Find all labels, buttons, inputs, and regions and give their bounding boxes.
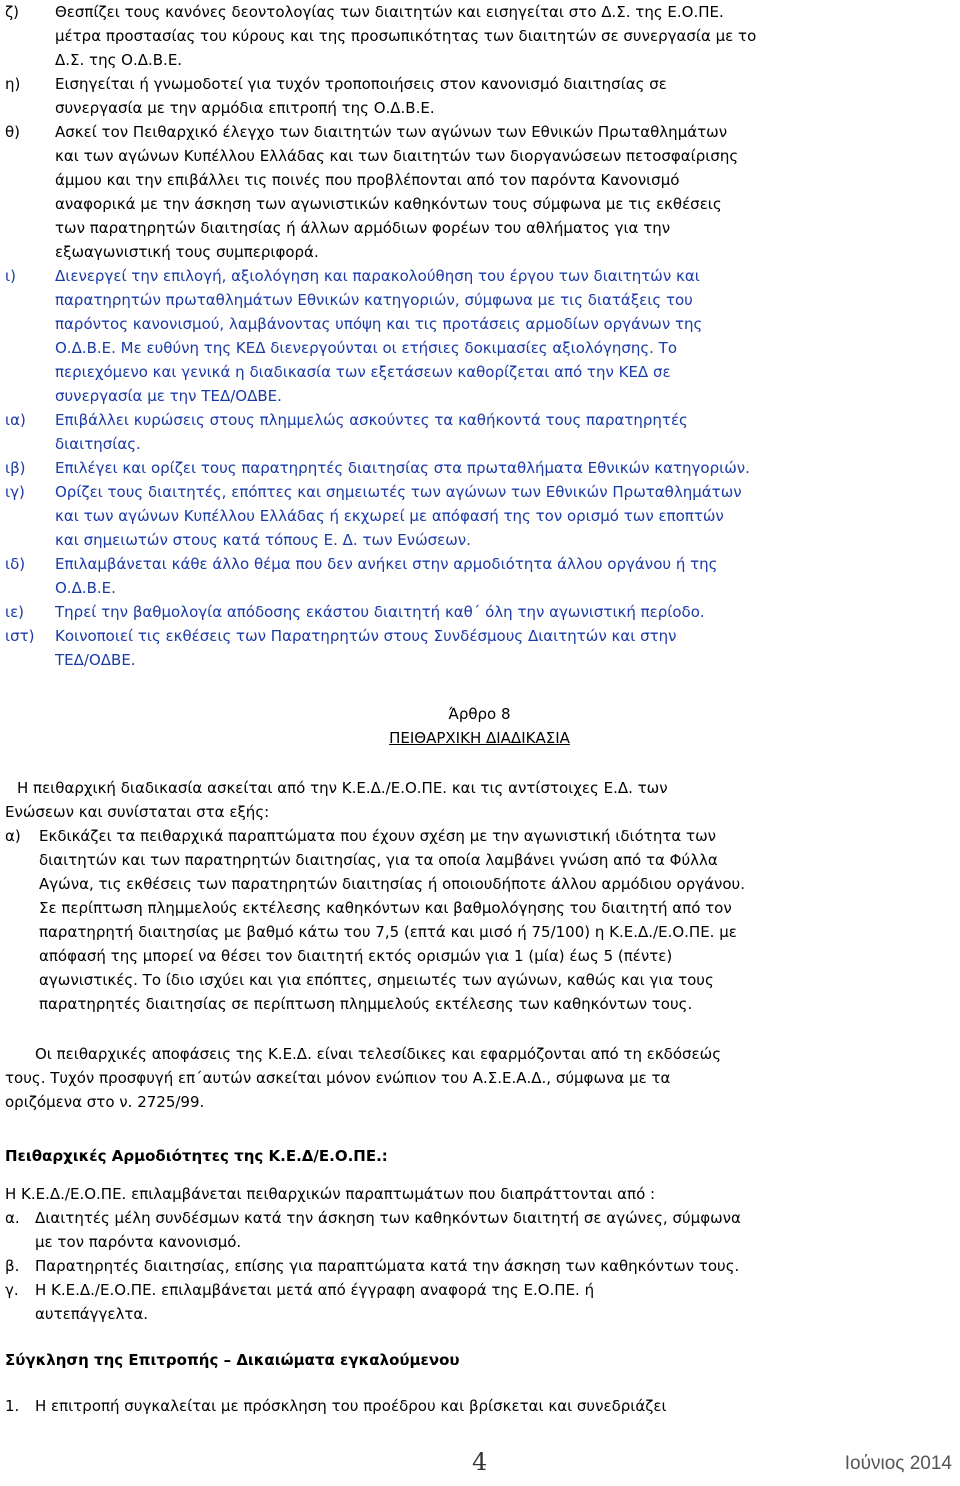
- committee-heading: Σύγκληση της Επιτροπής – Δικαιώματα εγκαλούμενου: [5, 1351, 460, 1369]
- item-label: ιδ): [5, 555, 26, 573]
- text-line: Επιλέγει και ορίζει τους παρατηρητές διαιτησίας στα πρωταθλήματα Εθνικών κατηγοριών.: [55, 459, 750, 477]
- text-line: Ασκεί τον Πειθαρχικό έλεγχο των διαιτητών των αγώνων των Εθνικών Πρωταθλημάτων: [55, 123, 728, 141]
- spacer: [5, 750, 954, 776]
- text-line: συνεργασία με την αρμόδια επιτροπή της Ο.Δ.Β.Ε.: [55, 99, 435, 117]
- item-label: ι): [5, 267, 16, 285]
- text-line: Ο.Δ.Β.Ε.: [55, 579, 116, 597]
- text-line: μέτρα προστασίας του κύρους και της προσωπικότητας των διαιτητών σε συνεργασία με το: [55, 27, 757, 45]
- item-text: [35, 1278, 954, 1326]
- item-text: [55, 480, 954, 552]
- article-subtitle: ΠΕΙΘΑΡΧΙΚΗ ΔΙΑΔΙΚΑΣΙΑ: [389, 729, 570, 747]
- item-text: [55, 552, 954, 600]
- text-line: τους. Τυχόν προσφυγή επ΄αυτών ασκείται μόνον ενώπιον του Α.Σ.Ε.Α.Δ., σύμφωνα με τα: [5, 1069, 671, 1087]
- list-item-iota: [5, 264, 954, 408]
- text-line: Ενώσεων και συνίσταται στα εξής:: [5, 803, 270, 821]
- text-line: Σε περίπτωση πλημμελούς εκτέλεσης καθηκόντων και βαθμολόγησης του διαιτητή από τον: [39, 899, 732, 917]
- text-line: και σημειωτών στους κατά τόπους Ε. Δ. των Ενώσεων.: [55, 531, 471, 549]
- procedure-intro: [5, 776, 954, 824]
- item-label: θ): [5, 123, 21, 141]
- item-label: η): [5, 75, 21, 93]
- item-text: [55, 624, 954, 672]
- item-text: [55, 600, 954, 624]
- text-line: Εισηγείται ή γνωμοδοτεί για τυχόν τροποποιήσεις στον κανονισμό διαιτησίας σε: [55, 75, 667, 93]
- text-line: διαιτητών και των παρατηρητών διαιτησίας, για τα οποία λαμβάνει γνώση από τα Φύλλα: [39, 851, 718, 869]
- text-line: Θεσπίζει τους κανόνες δεοντολογίας των διαιτητών και εισηγείται στο Δ.Σ. της Ε.Ο.ΠΕ.: [55, 3, 724, 21]
- list-item-ie: [5, 600, 954, 624]
- spacer: [5, 1114, 954, 1144]
- item-label: ιε): [5, 603, 25, 621]
- text-line: παρατηρητή διαιτησίας με βαθμό κάτω του 7,5 (επτά και μισό ή 75/100) η Κ.Ε.Δ./Ε.Ο.ΠΕ. με: [39, 923, 737, 941]
- text-line: Εκδικάζει τα πειθαρχικά παραπτώματα που έχουν σχέση με την αγωνιστική ιδιότητα των: [39, 827, 717, 845]
- text-line: Τηρεί την βαθμολογία απόδοσης εκάστου διαιτητή καθ΄ όλη την αγωνιστική περίοδο.: [55, 603, 705, 621]
- competence-item-b: [5, 1254, 954, 1278]
- text-line: οριζόμενα στο ν. 2725/99.: [5, 1093, 205, 1111]
- page-number: 4: [472, 1448, 488, 1476]
- blue-section: [5, 264, 954, 672]
- list-item-ib: [5, 456, 954, 480]
- text-line: Δ.Σ. της Ο.Δ.Β.Ε.: [55, 51, 183, 69]
- text-line: των παρατηρητών διαιτησίας ή άλλων αρμόδιων φορέων του αθλήματος για την: [55, 219, 671, 237]
- item-text: [55, 72, 954, 120]
- committee-item-1: [5, 1394, 954, 1418]
- text-line: Η Κ.Ε.Δ./Ε.Ο.ΠΕ. επιλαμβάνεται μετά από έγγραφη αναφορά της Ε.Ο.ΠΕ. ή: [35, 1281, 595, 1299]
- text-line: Παρατηρητές διαιτησίας, επίσης για παραπτώματα κατά την άσκηση των καθηκόντων τους.: [35, 1257, 740, 1275]
- page-footer: [0, 1446, 960, 1478]
- text-line: και των αγώνων Κυπέλλου Ελλάδας και των διαιτητών των διοργανώσεων πετοσφαίρισης: [55, 147, 739, 165]
- text-line: Η επιτροπή συγκαλείται με πρόσκληση του προέδρου και βρίσκεται και συνεδριάζει: [35, 1397, 667, 1415]
- item-label: γ.: [5, 1281, 19, 1299]
- text-line: Διενεργεί την επιλογή, αξιολόγηση και παρακολούθηση του έργου των διαιτητών και: [55, 267, 700, 285]
- competence-item-c: [5, 1278, 954, 1326]
- item-text: [39, 824, 954, 1016]
- text-line: Αγώνα, τις εκθέσεις των παρατηρητών διαιτησίας ή οποιουδήποτε άλλου αρμόδιου οργάνου.: [39, 875, 745, 893]
- item-text: [55, 408, 954, 456]
- text-line: παρατηρητές διαιτησίας σε περίπτωση πλημμελούς εκτέλεσης των καθηκόντων τους.: [39, 995, 693, 1013]
- item-text: [55, 0, 954, 72]
- spacer: [5, 1372, 954, 1394]
- text-line: συνεργασία με την ΤΕΔ/ΟΔΒΕ.: [55, 387, 282, 405]
- text-line: άμμου και την επιβάλλει τις ποινές που προβλέπονται από τον παρόντα Κανονισμό: [55, 171, 680, 189]
- footer-date: Ιούνιος 2014: [844, 1453, 952, 1474]
- text-line: αυτεπάγγελτα.: [35, 1305, 149, 1323]
- article-title: Άρθρο 8: [448, 705, 511, 723]
- text-line: Επιλαμβάνεται κάθε άλλο θέμα που δεν ανήκει στην αρμοδιότητα άλλου οργάνου ή της: [55, 555, 718, 573]
- text-line: εξωαγωνιστική τους συμπεριφορά.: [55, 243, 319, 261]
- decisions-paragraph: [5, 1042, 954, 1114]
- item-label: α): [5, 827, 21, 845]
- procedure-item-a: [5, 824, 954, 1016]
- item-label: ιγ): [5, 483, 25, 501]
- text-line: αγωνιστικές. Το ίδιο ισχύει και για επόπτες, σημειωτές των αγώνων, καθώς και για τους: [39, 971, 714, 989]
- item-label: ζ): [5, 3, 20, 21]
- item-label: ιστ): [5, 627, 35, 645]
- list-item-id: [5, 552, 954, 600]
- list-item-th: [5, 120, 954, 264]
- spacer: [5, 1168, 954, 1182]
- text-line: περιεχόμενο και γενικά η διαδικασία των εξετάσεων καθορίζεται από την ΚΕΔ σε: [55, 363, 671, 381]
- competences-heading: Πειθαρχικές Αρμοδιότητες της Κ.Ε.Δ/Ε.Ο.ΠΕ.:: [5, 1147, 388, 1165]
- text-line: Κοινοποιεί τις εκθέσεις των Παρατηρητών στους Συνδέσμους Διαιτητών και στην: [55, 627, 677, 645]
- spacer: [5, 1016, 954, 1042]
- text-line: Η πειθαρχική διαδικασία ασκείται από την Κ.Ε.Δ./Ε.Ο.ΠΕ. και τις αντίστοιχες Ε.Δ. των: [17, 779, 668, 797]
- text-line: Ο.Δ.Β.Ε. Με ευθύνη της ΚΕΔ διενεργούνται οι ετήσιες δοκιμασίες αξιολόγησης. Το: [55, 339, 678, 357]
- item-text: [55, 456, 954, 480]
- text-line: ΤΕΔ/ΟΔΒΕ.: [55, 651, 136, 669]
- text-line: με τον παρόντα κανονισμό.: [35, 1233, 242, 1251]
- item-text: [55, 120, 954, 264]
- spacer: [5, 1326, 954, 1348]
- text-line: Επιβάλλει κυρώσεις στους πλημμελώς ασκούντες τα καθήκοντά τους παρατηρητές: [55, 411, 688, 429]
- item-label: ιβ): [5, 459, 26, 477]
- text-line: παρόντος κανονισμού, λαμβάνοντας υπόψη και τις προτάσεις αρμοδίων οργάνων της: [55, 315, 703, 333]
- text-line: παρατηρητών πρωταθλημάτων Εθνικών κατηγοριών, σύμφωνα με τις διατάξεις του: [55, 291, 693, 309]
- competence-item-a: [5, 1206, 954, 1254]
- item-text: [35, 1394, 954, 1418]
- text-line: απόφασή της μπορεί να θέσει τον διαιτητή εκτός ορισμών για 1 (μία) έως 5 (πέντε): [39, 947, 673, 965]
- competences-intro: Η Κ.Ε.Δ./Ε.Ο.ΠΕ. επιλαμβάνεται πειθαρχικών παραπτωμάτων που διαπράττονται από :: [5, 1185, 656, 1203]
- item-text: [35, 1254, 954, 1278]
- list-item-ist: [5, 624, 954, 672]
- item-text: [35, 1206, 954, 1254]
- list-item-ig: [5, 480, 954, 552]
- text-line: Οι πειθαρχικές αποφάσεις της Κ.Ε.Δ. είναι τελεσίδικες και εφαρμόζονται από τη εκδόσεώς: [35, 1045, 722, 1063]
- list-item-i: [5, 72, 954, 120]
- article-subtitle-row: [5, 726, 954, 750]
- text-line: Ορίζει τους διαιτητές, επόπτες και σημειωτές των αγώνων των Εθνικών Πρωταθλημάτων: [55, 483, 742, 501]
- text-line: αναφορικά με την άσκηση των αγωνιστικών καθηκόντων τους σύμφωνα με τις εκθέσεις: [55, 195, 722, 213]
- item-label: 1.: [5, 1397, 20, 1415]
- text-line: Διαιτητές μέλη συνδέσμων κατά την άσκηση των καθηκόντων διαιτητή σε αγώνες, σύμφωνα: [35, 1209, 741, 1227]
- item-label: ια): [5, 411, 26, 429]
- text-line: και των αγώνων Κυπέλλου Ελλάδας ή εκχωρεί με απόφασή της τον ορισμό των εποπτών: [55, 507, 724, 525]
- list-item-z: [5, 0, 954, 72]
- item-text: [55, 264, 954, 408]
- list-item-ia: [5, 408, 954, 456]
- item-label: α.: [5, 1209, 20, 1227]
- text-line: διαιτησίας.: [55, 435, 141, 453]
- item-label: β.: [5, 1257, 20, 1275]
